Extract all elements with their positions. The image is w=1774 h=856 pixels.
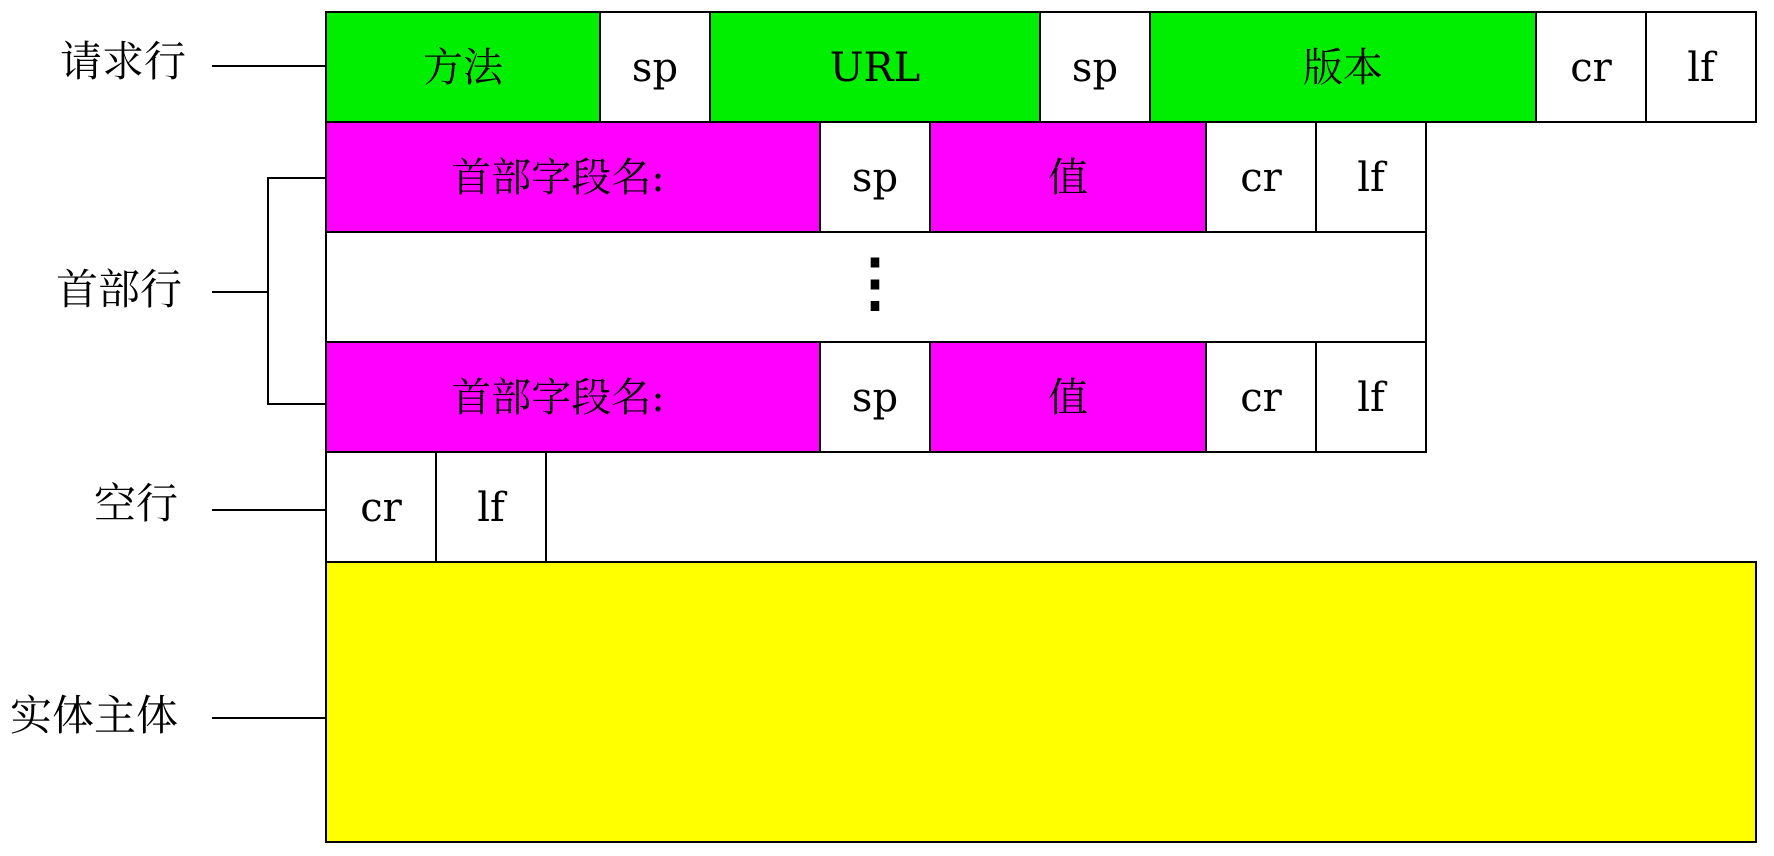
header-line-1-row: [326, 122, 1426, 232]
lf-text-request: lf: [1687, 45, 1715, 91]
header-lf-text-1: lf: [1357, 155, 1385, 201]
header-sp-text-2: sp: [851, 375, 899, 421]
sp-text-1: sp: [631, 45, 679, 91]
label-request-line: 请求行: [60, 37, 187, 86]
sp-text-2: sp: [1071, 45, 1119, 91]
request-line-row: [326, 12, 1756, 122]
header-ellipsis-row: [326, 232, 1426, 342]
header-cr-text-2: cr: [1240, 375, 1282, 421]
cr-text-request: cr: [1570, 45, 1612, 91]
method-text: 方法: [423, 45, 503, 91]
blank-cr-text: cr: [360, 485, 402, 531]
vertical-ellipsis: ⋮: [843, 245, 907, 320]
header-value-text-2: 值: [1048, 375, 1088, 421]
header-field-name-text-2: 首部字段名:: [451, 375, 665, 421]
label-entity-body: 实体主体: [10, 691, 179, 740]
version-text: 版本: [1303, 45, 1383, 91]
header-lf-text-2: lf: [1357, 375, 1385, 421]
header-sp-text-1: sp: [851, 155, 899, 201]
header-field-name-text-1: 首部字段名:: [451, 155, 665, 201]
url-text: URL: [829, 45, 921, 91]
label-blank-line: 空行: [94, 479, 179, 528]
label-header-lines: 首部行: [56, 265, 183, 314]
header-cr-text-1: cr: [1240, 155, 1282, 201]
header-lines-bracket: [268, 178, 326, 404]
header-line-2-row: [326, 342, 1426, 452]
header-value-text-1: 值: [1048, 155, 1088, 201]
blank-line-row: [326, 452, 546, 562]
entity-body-block: [326, 562, 1756, 842]
blank-lf-text: lf: [477, 485, 505, 531]
